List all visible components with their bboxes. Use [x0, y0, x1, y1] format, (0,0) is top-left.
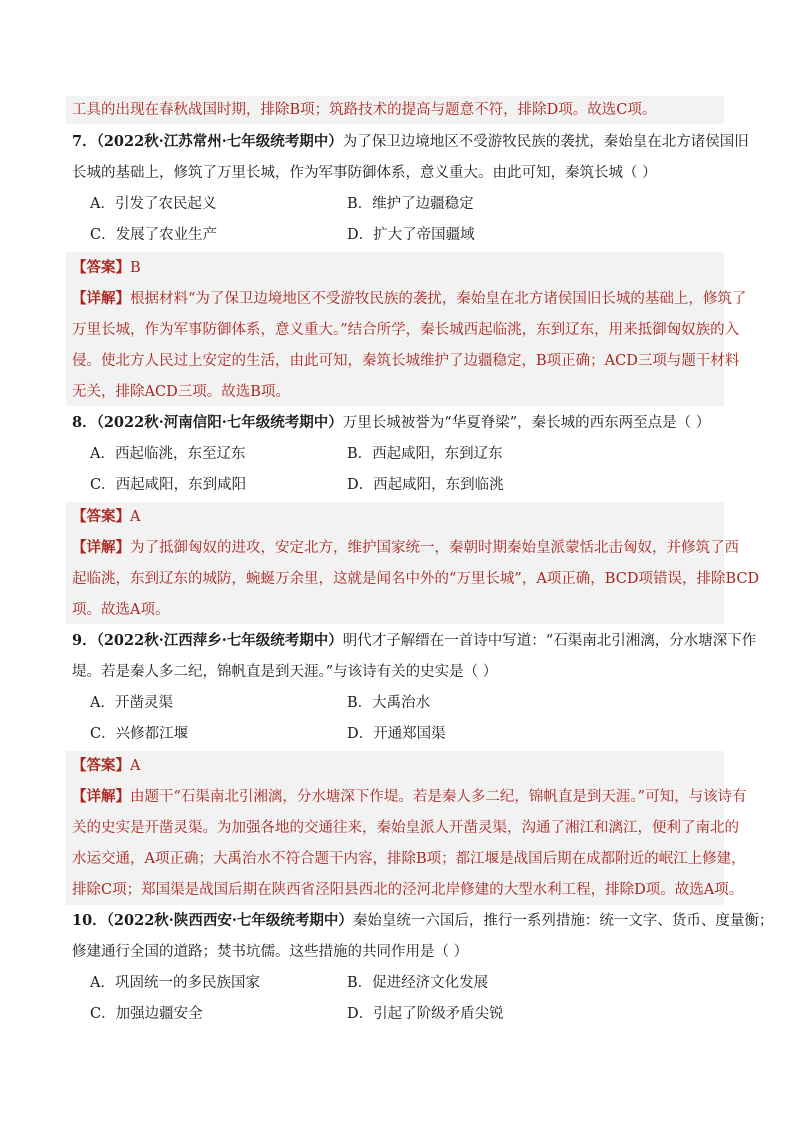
question-9-option-a[interactable]: A．开凿灵渠 — [90, 695, 173, 711]
question-10-option-a[interactable]: A．巩固统一的多民族国家 — [90, 975, 260, 991]
question-8-line-1 — [72, 413, 724, 433]
detail-label: 【详解】 — [72, 788, 130, 805]
question-8-option-c[interactable]: C．西起咸阳，东到咸阳 — [90, 477, 247, 493]
answer-label: 【答案】 — [72, 757, 130, 774]
question-9-stem-2: 堤。若是秦人多二纪，锦帆直是到天涯。”与该诗有关的史实是（ ） — [72, 664, 498, 680]
answer-value: A — [130, 509, 141, 525]
question-9-detail-1 — [72, 787, 747, 807]
question-7-option-d[interactable]: D．扩大了帝国疆域 — [347, 227, 475, 243]
question-7-stem-2: 长城的基础上，修筑了万里长城，作为军事防御体系，意义重大。由此可知，秦筑长城（ ） — [72, 165, 657, 181]
question-9-source: 9．（2022秋·江西萍乡·七年级统考期中） — [72, 632, 343, 649]
question-7-stem: 为了保卫边境地区不受游牧民族的袭扰，秦始皇在北方诸侯国旧 — [342, 134, 749, 150]
question-10-source: 10．（2022秋·陕西西安·七年级统考期中） — [72, 912, 353, 929]
question-8-option-b[interactable]: B．西起咸阳，东到辽东 — [347, 446, 503, 462]
question-10-stem: 秦始皇统一六国后，推行一系列措施：统一文字、货币、度量衡； — [352, 913, 774, 929]
question-8-option-d[interactable]: D．西起咸阳，东到临洮 — [347, 477, 504, 493]
question-10-option-d[interactable]: D．引起了阶级矛盾尖锐 — [347, 1006, 504, 1022]
question-7-option-b[interactable]: B．维护了边疆稳定 — [347, 196, 474, 212]
detail-text: 由题干“石渠南北引湘漓，分水塘深下作堤。若是秦人多二纪，锦帆直是到天涯。”可知，与该诗有 — [130, 789, 747, 805]
detail-label: 【详解】 — [72, 290, 130, 307]
question-9-detail-3: 水运交通，A项正确；大禹治水不符合题干内容，排除B项；都江堰是战国后期在成都附近的岷江上修建， — [72, 851, 746, 867]
detail-label: 【详解】 — [72, 539, 130, 556]
question-9-detail-2: 关的史实是开凿灵渠。为加强各地的交通往来，秦始皇派人开凿灵渠，沟通了湘江和漓江，便利了南北的 — [72, 820, 739, 836]
answer-value: A — [130, 758, 141, 774]
question-8-answer — [72, 507, 724, 527]
question-8-detail-1 — [72, 538, 739, 558]
question-10-line-1 — [72, 911, 774, 931]
answer-value: B — [130, 260, 141, 276]
intro-line: 工具的出现在春秋战国时期，排除B项；筑路技术的提高与题意不符，排除D项。故选C项。 — [72, 102, 657, 118]
question-8-option-a[interactable]: A．西起临洮，东至辽东 — [90, 446, 246, 462]
question-9-stem: 明代才子解缙在一首诗中写道：“石渠南北引湘漓，分水塘深下作 — [342, 633, 757, 649]
question-7-detail-4: 无关，排除ACD三项。故选B项。 — [72, 384, 290, 400]
question-9-answer — [72, 756, 724, 776]
question-8-detail-2: 起临洮，东到辽东的城防，蜿蜒万余里，这就是闻名中外的“万里长城”，A项正确，BCD项错误，排除BCD — [72, 571, 760, 587]
question-10-option-b[interactable]: B．促进经济文化发展 — [347, 975, 489, 991]
question-9-detail-4: 排除C项；郑国渠是战国后期在陕西省泾阳县西北的泾河北岸修建的大型水利工程，排除D项。故选A项。 — [72, 882, 744, 898]
detail-text: 根据材料“为了保卫边境地区不受游牧民族的袭扰，秦始皇在北方诸侯国旧长城的基础上，修筑了 — [130, 291, 747, 307]
question-8-detail-3: 项。故选A项。 — [72, 602, 170, 618]
question-9-option-d[interactable]: D．开通郑国渠 — [347, 726, 446, 742]
question-9-option-c[interactable]: C．兴修都江堰 — [90, 726, 189, 742]
question-7-option-c[interactable]: C．发展了农业生产 — [90, 227, 218, 243]
question-7-option-a[interactable]: A．引发了农民起义 — [90, 196, 217, 212]
question-8-stem: 万里长城被誉为“华夏脊梁”，秦长城的西东两至点是（ ） — [342, 415, 711, 431]
question-7-source: 7．（2022秋·江苏常州·七年级统考期中） — [72, 133, 343, 150]
answer-label: 【答案】 — [72, 259, 130, 276]
question-10-stem-2: 修建通行全国的道路；焚书坑儒。这些措施的共同作用是（ ） — [72, 944, 469, 960]
answer-label: 【答案】 — [72, 508, 130, 525]
question-7-detail-2: 万里长城，作为军事防御体系，意义重大。”结合所学，秦长城西起临洮，东到辽东，用来抵御匈奴族的入 — [72, 322, 740, 338]
question-10-option-c[interactable]: C．加强边疆安全 — [90, 1006, 203, 1022]
question-9-option-b[interactable]: B．大禹治水 — [347, 695, 431, 711]
question-7-detail-3: 侵。使北方人民过上安定的生活，由此可知，秦筑长城维护了边疆稳定，B项正确；ACD三项与题干材料 — [72, 353, 740, 369]
detail-text: 为了抵御匈奴的进攻，安定北方，维护国家统一，秦朝时期秦始皇派蒙恬北击匈奴，并修筑了西 — [130, 540, 739, 556]
question-8-source: 8．（2022秋·河南信阳·七年级统考期中） — [72, 414, 343, 431]
question-7-line-1 — [72, 132, 749, 152]
question-9-line-1 — [72, 631, 757, 651]
question-7-answer — [72, 258, 724, 278]
question-7-detail-1 — [72, 289, 747, 309]
